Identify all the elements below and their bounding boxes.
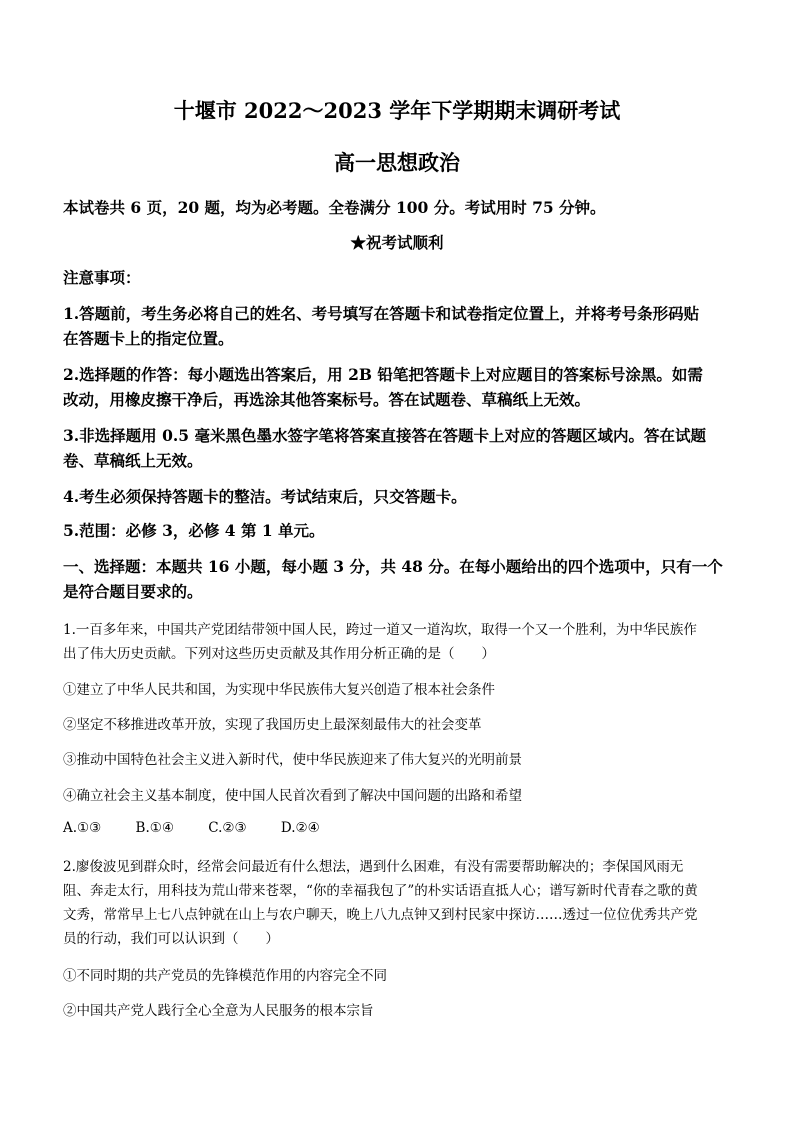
q2-stem-line-3: 文秀，常常早上七八点钟就在山上与农户聊天，晚上八九点钟又到村民家中探访……透过一位位优秀共产党 <box>63 907 698 923</box>
q1-statement-3: ③推动中国特色社会主义进入新时代，使中华民族迎来了伟大复兴的光明前景 <box>63 752 522 768</box>
q1-stem-line-1: 1.一百多年来，中国共产党团结带领中国人民，跨过一道又一道沟坎，取得一个又一个胜利，为中华民族作 <box>63 622 697 638</box>
exam-info: 本试卷共 6 页，20 题，均为必考题。全卷满分 100 分。考试用时 75 分钟。 <box>63 198 606 217</box>
q2-stem-line-1: 2.廖俊波见到群众时，经常会问最近有什么想法，遇到什么困难，有没有需要帮助解决的；李保国风雨无 <box>63 859 684 875</box>
q1-option-a: A.①③ <box>63 820 102 836</box>
section-heading-line-2: 是符合题目要求的。 <box>63 582 203 601</box>
notice-5: 5.范围：必修 3，必修 4 第 1 单元。 <box>63 521 325 540</box>
notice-4: 4.考生必须保持答题卡的整洁。考试结束后，只交答题卡。 <box>63 487 467 506</box>
q1-options <box>63 820 350 836</box>
notice-2-line-1: 2.选择题的作答：每小题选出答案后，用 2B 铅笔把答题卡上对应题目的答案标号涂黑。如需 <box>63 365 703 384</box>
notice-3-line-1: 3.非选择题用 0.5 毫米黑色墨水签字笔将答案直接答在答题卡上对应的答题区域内。答在试题 <box>63 426 706 445</box>
q2-statement-2: ②中国共产党人践行全心全意为人民服务的根本宗旨 <box>63 1003 374 1019</box>
q2-stem-line-2: 阻、奔走太行，用科技为荒山带来苍翠，“你的幸福我包了”的朴实话语直抵人心；谱写新时代青春之歌的黄 <box>63 883 698 899</box>
notice-heading: 注意事项： <box>63 268 141 287</box>
notice-2-line-2: 改动，用橡皮擦干净后，再选涂其他答案标号。答在试题卷、草稿纸上无效。 <box>63 390 591 409</box>
notice-3-line-2: 卷、草稿纸上无效。 <box>63 451 203 470</box>
q1-stem-line-2: 出了伟大历史贡献。下列对这些历史贡献及其作用分析正确的是（ ） <box>63 646 495 662</box>
good-luck-note: ★祝考试顺利 <box>350 233 444 252</box>
q1-statement-1: ①建立了中华人民共和国，为实现中华民族伟大复兴创造了根本社会条件 <box>63 682 495 698</box>
q1-statement-2: ②坚定不移推进改革开放，实现了我国历史上最深刻最伟大的社会变革 <box>63 717 482 733</box>
exam-subject: 高一思想政治 <box>334 150 460 175</box>
notice-1-line-1: 1.答题前，考生务必将自己的姓名、考号填写在答题卡和试卷指定位置上，并将考号条形码贴 <box>63 304 700 323</box>
q2-stem-line-4: 员的行动，我们可以认识到（ ） <box>63 931 279 947</box>
q1-option-b: B.①④ <box>135 820 174 836</box>
q1-option-c: C.②③ <box>208 820 247 836</box>
exam-title: 十堰市 2022～2023 学年下学期期末调研考试 <box>173 98 621 123</box>
q1-option-d: D.②④ <box>280 820 320 836</box>
q1-statement-4: ④确立社会主义基本制度，使中国人民首次看到了解决中国问题的出路和希望 <box>63 788 522 804</box>
section-heading-line-1: 一、选择题：本题共 16 小题，每小题 3 分，共 48 分。在每小题给出的四个选项中，只有一个 <box>63 557 723 576</box>
notice-1-line-2: 在答题卡上的指定位置。 <box>63 329 234 348</box>
q2-statement-1: ①不同时期的共产党员的先锋模范作用的内容完全不同 <box>63 968 387 984</box>
